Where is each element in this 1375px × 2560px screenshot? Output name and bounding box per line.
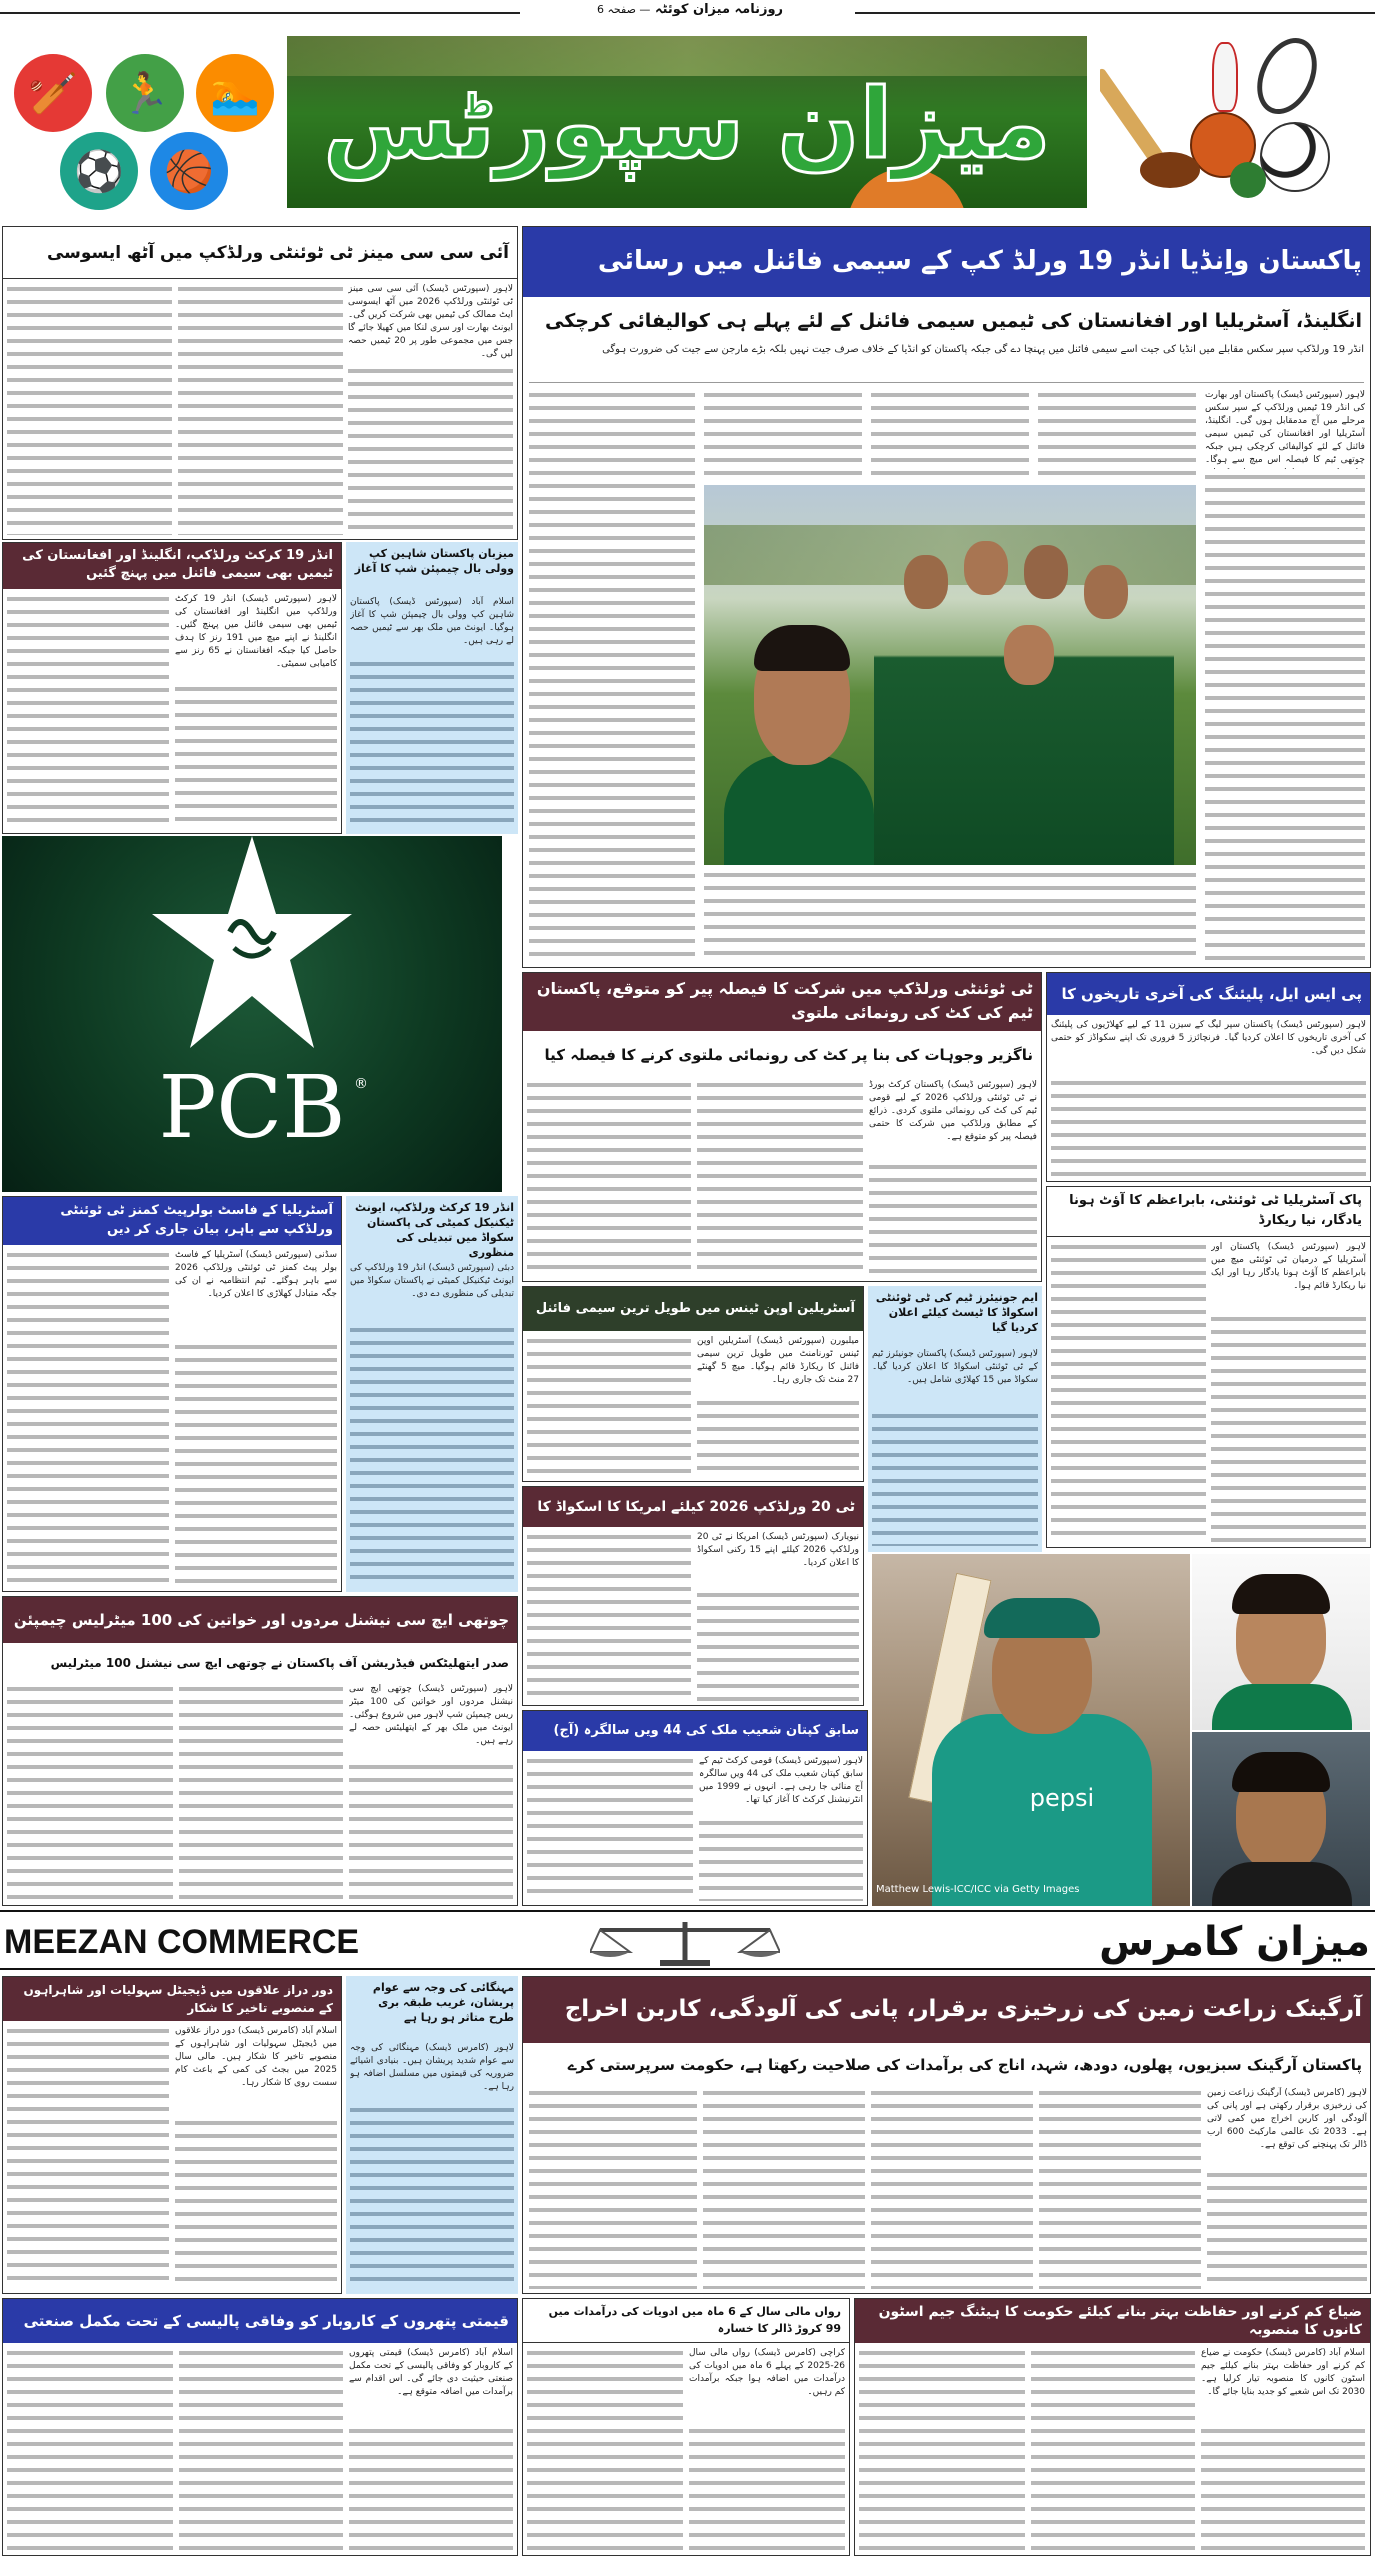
agri-headline: آرگینک زراعت زمین کی زرخیزی برقرار، پانی کی آلودگی، کاربن اخراج [523, 1977, 1370, 2043]
wc-body: لاہور (سپورٹس ڈیسک) پاکستان کرکٹ بورڈ نے ٹی ٹوئنٹی ورلڈکپ 2026 کے لیے قومی ٹیم کی کٹ کی رونمائی ملتوی کردی۔ ذرائع کے مطابق ورلڈکپ میں شرکت کا حتمی فیصلہ پیر کو متوقع ہے۔ [869, 1080, 1037, 1142]
masthead-title: روزنامہ میزان کوئٹہ — صفحہ 6 [596, 2, 784, 17]
team-photo [704, 485, 1196, 865]
scales-icon [590, 1916, 780, 1968]
mid-left-box [346, 1196, 518, 1592]
side-story-3 [346, 542, 518, 834]
rugby-ball-icon [1140, 152, 1200, 188]
lead-col-below-photo [704, 869, 1196, 961]
pcb-registered-mark: ® [354, 1076, 368, 1092]
side-story-2-lines-a [175, 683, 337, 829]
lead-headline: پاکستان واِنڈیا انڈر 19 ورلڈ کپ کے سیمی فائنل میں رسائی [523, 227, 1370, 297]
bottom-left-lines-b [179, 2347, 343, 2551]
shoaib-headline: سابق کپتان شعیب ملک کی 44 ویں سالگرہ (آج) [523, 1711, 867, 1751]
usa-body: نیویارک (سپورٹس ڈیسک) امریکا نے ٹی 20 ورلڈکپ 2026 کیلئے اپنے 15 رکنی اسکواڈ کا اعلان کردیا۔ [697, 1532, 859, 1568]
juniors-box [868, 1286, 1042, 1552]
tennis-body: میلبورن (سپورٹس ڈیسک) آسٹریلین اوپن ٹینس ٹورنامنٹ میں طویل ترین سیمی فائنل کا ریکارڈ قائم ہوگیا۔ میچ 5 گھنٹے 27 منٹ تک جاری رہا۔ [697, 1336, 859, 1385]
agri-lines-d [703, 2087, 865, 2289]
left-commerce-story [2, 1976, 342, 2294]
athletics-lines-a [349, 1761, 513, 1901]
banner-panel [287, 36, 1087, 208]
juniors-body: لاہور (سپورٹس ڈیسک) پاکستان جونیئرز ٹیم کے ٹی ٹوئنٹی اسکواڈ کا اعلان کردیا گیا۔ سکواڈ میں 15 کھلاڑی شامل ہیں۔ [872, 1349, 1038, 1385]
side-story-1-lines-c [7, 283, 172, 535]
side-story-2-headline: انڈر 19 کرکٹ ورلڈکپ، انگلینڈ اور افغانستان کی ٹیمیں بھی سیمی فائنل میں پہنچ گئیں [3, 543, 341, 589]
bottom-right-lines-c [859, 2347, 1025, 2551]
bottom-left-lines-a [349, 2425, 513, 2551]
player-face-5 [1084, 565, 1128, 619]
lead-story [522, 226, 1371, 968]
lead-col-4-lines [704, 389, 862, 481]
usa-story [522, 1486, 864, 1706]
psl-body: لاہور (سپورٹس ڈیسک) پاکستان سپر لیگ کے سیزن 11 کے لیے کھلاڑیوں کی پلیئنگ کی آخری تاریخوں کا اعلان کردیا گیا۔ فرنچائزز 5 فروری تک اپنے سکواڈز کو حتمی شکل دیں گی۔ [1051, 1020, 1366, 1056]
shoaib-lines-b [527, 1755, 693, 1901]
juniors-headline: ایم جونیئرز ٹیم کی ٹی ٹوئنٹی اسکواڈ کا ٹیسٹ کیلئے اعلان کردیا گیا [875, 1291, 1038, 1334]
commerce-urdu-title: میزان کامرس [1099, 1919, 1370, 1965]
wc-lines-a [869, 1161, 1037, 1277]
lead-col-5-lines [529, 389, 695, 959]
lead-col-2-lines [1038, 389, 1196, 481]
lead-body-col-1: لاہور (سپورٹس ڈیسک) پاکستان اور بھارت کی انڈر 19 ٹیمیں ورلڈکپ کے سپر سکس مرحلے میں آج مدمقابل ہوں گی۔ انگلینڈ، آسٹریلیا اور افغانستان کی ٹیمیں سیمی فائنل کے لئے کوالیفائی کرچکی ہیں جبکہ چوتھی ٹیم کا فیصلہ اس میچ سے ہوگا۔ [1205, 390, 1365, 465]
bottom-right-lines-a [1201, 2425, 1365, 2551]
wc-lines-b [697, 1079, 863, 1277]
babar-main-photo [872, 1554, 1190, 1906]
lead-col-1-lines [1205, 471, 1365, 961]
wc-subheadline: ناگزیر وجوہات کی بنا پر کٹ کی رونمائی ملتوی کرنے کا فیصلہ کیا [523, 1035, 1041, 1075]
agri-story [522, 1976, 1371, 2294]
wc-story [522, 972, 1042, 1282]
bottom-left-lines-c [7, 2347, 173, 2551]
player-shirt-1 [724, 755, 874, 865]
shoaib-lines-a [699, 1817, 863, 1901]
inflation-box [346, 1976, 518, 2294]
babar-portrait-1 [1192, 1554, 1370, 1730]
side-story-3-body: اسلام آباد (سپورٹس ڈیسک) پاکستان شاہین کپ وولی بال چیمپئن شپ کا آغاز ہوگیا۔ ایونٹ میں ملک بھر سے ٹیمیں حصہ لے رہی ہیں۔ [350, 597, 514, 646]
basketball-icon: 🏀 [150, 132, 228, 210]
lead-intro: انڈر 19 ورلڈکپ سپر سکس مقابلے میں انڈیا کی جیت اسے سیمی فائنل میں پہنچا دے گی جبکہ پاکستان کو انڈیا کے خلاف صرف جیت نہیں بلکہ بڑے مارجن سے جیت کی ضرورت ہوگی [529, 343, 1364, 383]
masthead-rule-right [855, 12, 1375, 14]
mid-left-lines [350, 1324, 514, 1586]
babar-portrait-2 [1192, 1732, 1370, 1906]
sports-banner [0, 26, 1375, 216]
bottom-mid-headline: رواں مالی سال کے 6 ماہ میں ادویات کی درآمدات میں 99 کروڑ ڈالر کا خسارہ [523, 2299, 849, 2343]
bottom-left-story [2, 2298, 518, 2556]
bat-icon [1100, 67, 1166, 166]
mix-left-lines-a [175, 1341, 337, 1587]
page-label: صفحہ 6 [596, 3, 636, 16]
agri-lines-e [529, 2087, 697, 2289]
bottom-right-headline: ضیاع کم کرنے اور حفاظت بہتر بنانے کیلئے حکومت کا ہیٹنگ جیم اسٹون کانوں کا منصوبہ [855, 2299, 1370, 2343]
athletics-story [2, 1596, 518, 1906]
left-commerce-lines-a [175, 2117, 337, 2289]
tennis-lines-a [697, 1397, 859, 1477]
babar-photo-credit: Matthew Lewis-ICC/ICC via Getty Images [876, 1884, 1080, 1895]
shoaib-body: لاہور (سپورٹس ڈیسک) قومی کرکٹ ٹیم کے سابق کپتان شعیب ملک کی 44 ویں سالگرہ آج منائی جا رہی ہے۔ انہوں نے 1999 میں انٹرنیشنل کرکٹ کا آغاز کیا تھا۔ [699, 1756, 863, 1805]
agri-lines-b [1039, 2087, 1201, 2289]
usa-headline: ٹی 20 ورلڈکپ 2026 کیلئے امریکا کا اسکواڈ کا [523, 1487, 863, 1527]
mix-left-body: سڈنی (سپورٹس ڈیسک) آسٹریلیا کے فاسٹ بولر پیٹ کمنز ٹی ٹوئنٹی ورلڈکپ 2026 سے باہر ہوگئے۔ ٹیم انتظامیہ نے ان کی جگہ متبادل کھلاڑی کا اعلان کردیا۔ [175, 1250, 337, 1299]
aus-story [1046, 1186, 1371, 1548]
mid-left-body: دبئی (سپورٹس ڈیسک) انڈر 19 ورلڈکپ کی ایونٹ ٹیکنیکل کمیٹی نے پاکستان سکواڈ میں تبدیلی کی منظوری دے دی۔ [350, 1263, 514, 1299]
bottom-left-headline: قیمتی پتھروں کے کاروبار کو وفاقی پالیسی کے تحت مکمل صنعتی [3, 2299, 517, 2343]
pcb-logo-panel [2, 836, 502, 1192]
mix-left-lines-b [7, 1249, 169, 1587]
inflation-body: لاہور (کامرس ڈیسک) مہنگائی کی وجہ سے عوام شدید پریشان ہیں۔ بنیادی اشیائے ضروریہ کی قیمتوں میں مسلسل اضافہ ہو رہا ہے۔ [350, 2043, 514, 2092]
bottom-right-lines-b [1031, 2347, 1195, 2551]
aus-lines-a [1211, 1313, 1366, 1543]
tennis-story [522, 1286, 864, 1482]
portrait-2-hair [1232, 1752, 1330, 1792]
left-commerce-lines-b [7, 2025, 169, 2289]
player-face-4 [1024, 545, 1068, 599]
soccer-ball-icon [1260, 122, 1330, 192]
tennis-headline: آسٹریلین اوپن ٹینس میں طویل ترین سیمی فائنل [523, 1287, 863, 1331]
side-story-1-lines-b [178, 283, 343, 535]
commerce-english-title: MEEZAN COMMERCE [4, 1923, 360, 1961]
usa-lines-b [527, 1531, 691, 1701]
left-commerce-body: اسلام آباد (کامرس ڈیسک) دور دراز علاقوں میں ڈیجیٹل سہولیات اور شاہراہوں کے منصوبے تاخیر کا شکار ہیں۔ مالی سال 2025 میں بجٹ کی کمی کے باعث کام سست روی کا شکار رہا۔ [175, 2026, 337, 2088]
side-story-1-lines-a [348, 365, 513, 535]
agri-subheadline: پاکستان آرگینک سبزیوں، پھلوں، دودھ، شہد، اناج کی برآمدات کی صلاحیت رکھتا ہے، حکومت سرپرستی کرے [523, 2047, 1370, 2083]
portrait-1-hair [1232, 1574, 1330, 1614]
cricket-icon: 🏏 [14, 54, 92, 132]
side-story-3-lines [350, 658, 514, 828]
bottom-mid-story [522, 2298, 850, 2556]
racket-icon [1246, 32, 1329, 124]
player-face-6 [1004, 625, 1054, 685]
masthead-rule-left [0, 12, 520, 14]
athletics-body: لاہور (سپورٹس ڈیسک) چوتھی ایچ سی نیشنل مردوں اور خواتین کی 100 میٹر ریس چیمپئن شپ لاہور میں شروع ہوگئی۔ ایونٹ میں ملک بھر کے ایتھلیٹس حصہ لے رہے ہیں۔ [349, 1684, 513, 1746]
player-hair-1 [754, 625, 850, 671]
football-icon: ⚽ [60, 132, 138, 210]
bowling-pin-icon [1212, 42, 1238, 112]
mix-story-left [2, 1196, 342, 1592]
athletics-lines-c [7, 1683, 173, 1901]
lead-col-3-lines [871, 389, 1029, 481]
pcb-logo-text: PCB [158, 1058, 346, 1158]
mid-left-headline: انڈر 19 کرکٹ ورلڈکپ، ایونٹ ٹیکنیکل کمیٹی کی پاکستان سکواڈ میں تبدیلی کی منظوری [355, 1201, 514, 1259]
portrait-1-shirt [1212, 1684, 1352, 1730]
green-ball-icon [1230, 162, 1266, 198]
paper-name: روزنامہ میزان کوئٹہ [654, 2, 784, 17]
agri-body: لاہور (کامرس ڈیسک) آرگینک زراعت زمین کی زرخیزی برقرار رکھتی ہے اور پانی کی آلودگی اور کاربن اخراج میں کمی لاتی ہے۔ 2033 تک عالمی مارکیٹ 600 ارب ڈالر تک پہنچنے کی توقع ہے۔ [1207, 2088, 1367, 2150]
player-face-3 [964, 541, 1008, 595]
athletics-headline: چوتھی ایچ سی نیشنل مردوں اور خواتین کی 100 میٹرلیس چیمپئن [3, 1597, 517, 1643]
wc-headline: ٹی ٹوئنٹی ورلڈکپ میں شرکت کا فیصلہ پیر کو متوقع، پاکستان ٹیم کی کٹ کی رونمائی ملتوی [523, 973, 1041, 1031]
shoaib-story [522, 1710, 868, 1906]
aus-headline: پاک آسٹریلیا ٹی ٹوئنٹی، بابراعظم کا آؤٹ ہونا یادگار، نیا ریکارڈ [1047, 1187, 1370, 1237]
mix-left-headline: آسٹریلیا کے فاسٹ بولرپیٹ کمنز ٹی ٹوئنٹی ورلڈکپ سے باہر، بیان جاری کر دیں [3, 1197, 341, 1245]
aus-lines-b [1051, 1241, 1206, 1543]
bottom-left-body: اسلام آباد (کامرس ڈیسک) قیمتی پتھروں کے کاروبار کو وفاقی پالیسی کے تحت مکمل صنعتی حیثیت دی جائے گی۔ اس اقدام سے برآمدات میں اضافہ متوقع ہے۔ [349, 2348, 513, 2397]
bottom-right-story [854, 2298, 1371, 2556]
banner-title: میزان سپورٹس [323, 68, 1051, 180]
inflation-headline: مہنگائی کی وجہ سے عوام پریشان، غریب طبقہ بری طرح متاثر ہو رہا ہے [372, 1981, 514, 2024]
aus-body: لاہور (سپورٹس ڈیسک) پاکستان اور آسٹریلیا کے درمیان ٹی ٹوئنٹی میچ میں بابراعظم کا آؤٹ ہونا یادگار رہا اور ایک نیا ریکارڈ قائم ہوا۔ [1211, 1242, 1366, 1291]
athletics-subheadline: صدر ایتھلیٹکس فیڈریشن آف پاکستان نے چوتھی ایچ سی نیشنل 100 میٹرلیس [3, 1647, 517, 1679]
usa-lines-a [697, 1589, 859, 1701]
equipment-illustration [1100, 32, 1370, 212]
lead-subheadline: انگلینڈ، آسٹریلیا اور افغانستان کی ٹیمیں سیمی فائنل کے لئے پہلے ہی کوالیفائی کرچکی [523, 301, 1370, 341]
bottom-right-body: اسلام آباد (کامرس ڈیسک) حکومت نے ضیاع کم کرنے اور حفاظت بہتر بنانے کیلئے جیم اسٹون کانوں کا منصوبہ تیار کرلیا ہے۔ 2030 تک اس شعبے کو جدید بنایا جائے گا۔ [1201, 2348, 1365, 2397]
masthead [0, 0, 1375, 24]
babar-shirt-text: pepsi [1029, 1784, 1095, 1812]
wc-lines-c [527, 1079, 691, 1277]
psl-story [1046, 972, 1371, 1182]
inflation-lines [350, 2104, 514, 2288]
agri-lines-a [1207, 2169, 1367, 2289]
tennis-lines-b [527, 1335, 691, 1477]
side-story-1-body: لاہور (سپورٹس ڈیسک) آئی سی سی مینز ٹی ٹوئنٹی ورلڈکپ 2026 میں آٹھ ایسوسی ایٹ ممالک کی ٹیمیں بھی شرکت کریں گی۔ ایونٹ بھارت اور سری لنکا میں کھیلا جائے گا جس میں مجموعی طور پر 20 ٹیمیں حصہ لیں گی۔ [348, 284, 513, 359]
juniors-lines [872, 1410, 1038, 1546]
athletics-lines-b [179, 1683, 343, 1901]
psl-lines [1051, 1077, 1366, 1177]
left-commerce-headline: دور دراز علاقوں میں ڈیجیٹل سہولیات اور شاہراہوں کے منصوبے تاخیر کا شکار [3, 1977, 341, 2021]
commerce-bar [0, 1910, 1375, 1970]
bottom-mid-lines-a [689, 2425, 845, 2551]
portrait-2-shirt [1212, 1862, 1352, 1906]
side-story-2-body: لاہور (سپورٹس ڈیسک) انڈر 19 کرکٹ ورلڈکپ میں انگلینڈ اور افغانستان کی ٹیمیں بھی سیمی فائنل میں پہنچ گئیں۔ انگلینڈ نے اپنے میچ میں 191 رنز کا ہدف حاصل کیا جبکہ افغانستان نے 65 رنز سے کامیابی سمیٹی۔ [175, 594, 337, 669]
running-icon: 🏃 [106, 54, 184, 132]
bottom-mid-lines-b [527, 2347, 683, 2551]
side-story-2-lines-b [7, 593, 169, 829]
pcb-star-icon [152, 836, 352, 1048]
swimming-icon: 🏊 [196, 54, 274, 132]
bottom-mid-body: کراچی (کامرس ڈیسک) رواں مالی سال 26-2025 کے پہلے 6 ماہ میں ادویات کی درآمدات میں اضافہ ہوا جبکہ برآمدات کم رہیں۔ [689, 2348, 845, 2397]
side-story-3-headline: میزبان پاکستان شاہین کپ وولی بال چیمپئن شپ کا آغاز [354, 547, 514, 575]
babar-cap [984, 1598, 1100, 1638]
agri-lines-c [871, 2087, 1033, 2289]
side-story-1-headline: آئی سی سی مینز ٹی ٹوئنٹی ورلڈکپ میں آٹھ ایسوسی [3, 227, 517, 279]
player-face-2 [904, 555, 948, 609]
side-story-2 [2, 542, 342, 834]
side-story-1 [2, 226, 518, 540]
psl-headline: پی ایس ایل، پلیئنگ کی آخری تاریخوں کا [1047, 973, 1370, 1015]
